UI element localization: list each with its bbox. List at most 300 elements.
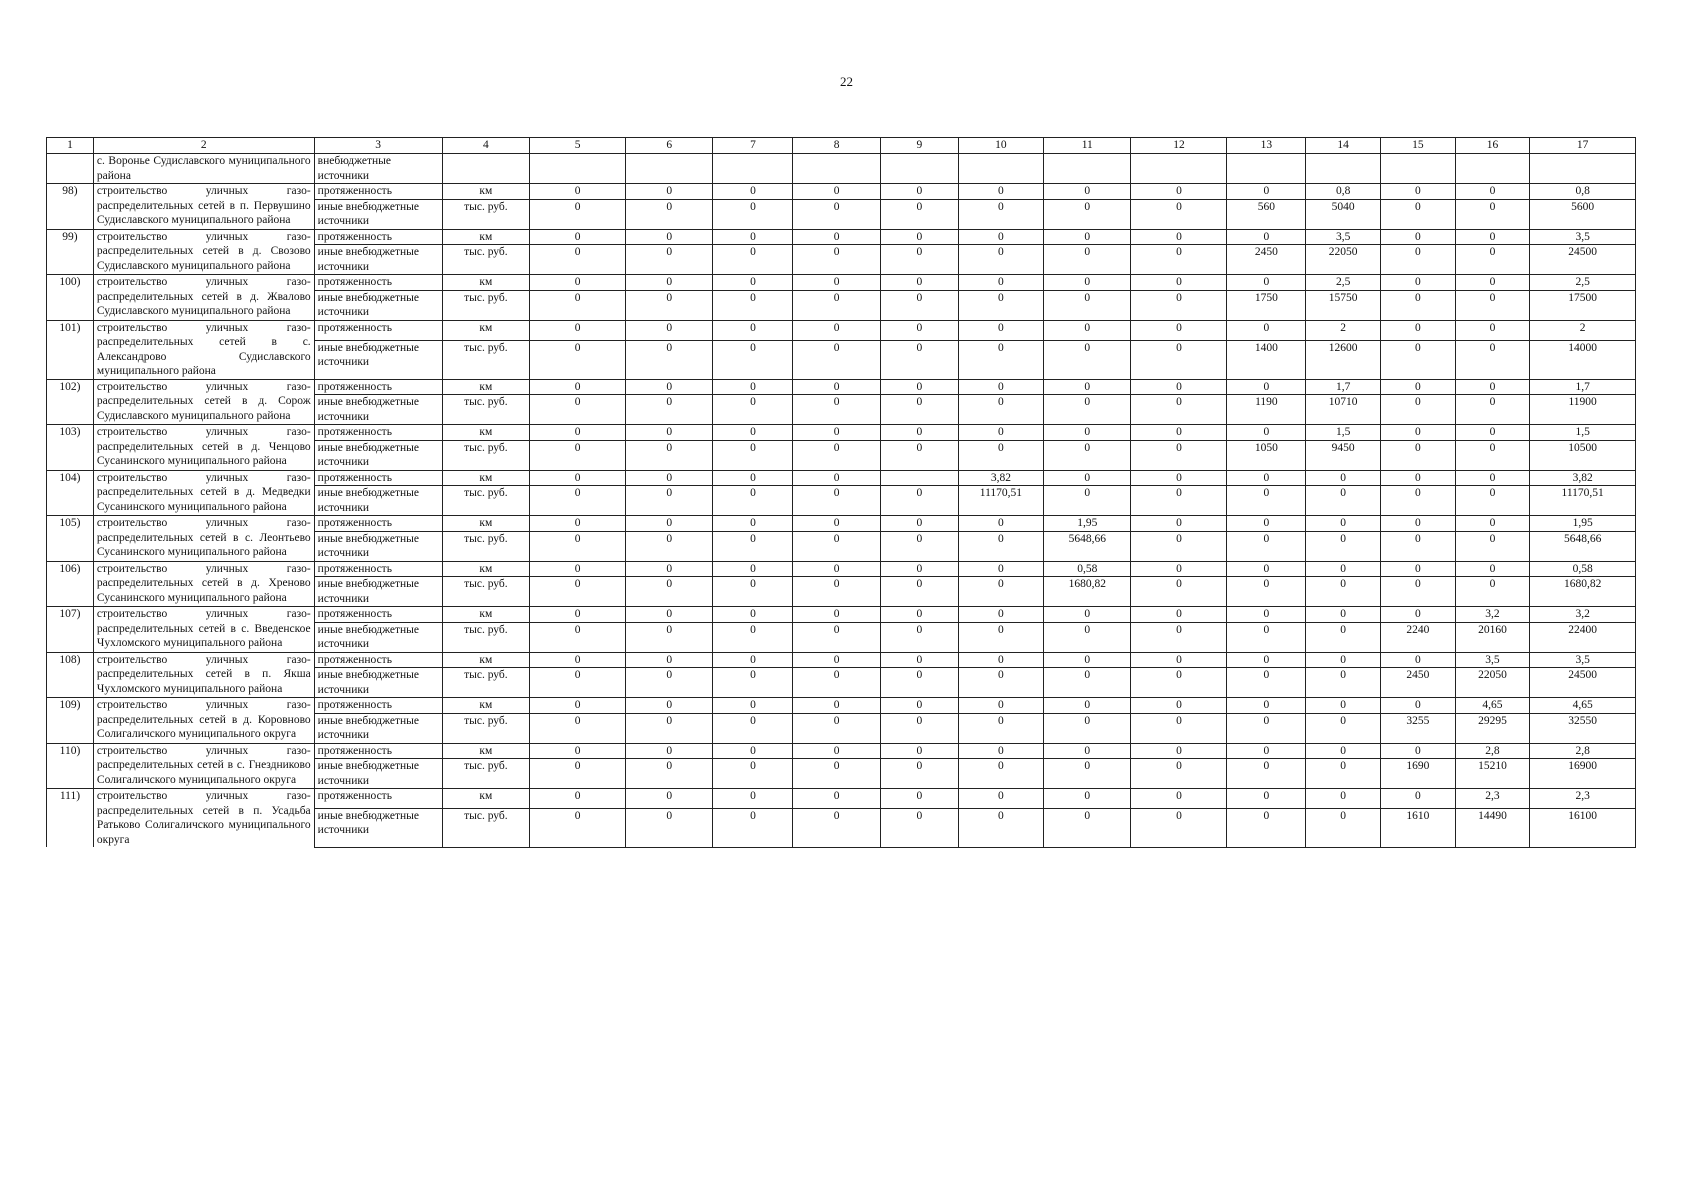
value-rub: 0	[530, 713, 626, 743]
empty-cell	[626, 154, 713, 184]
funding-source: иные внебюджетные источники	[314, 531, 442, 561]
value-rub: 0	[793, 713, 880, 743]
value-km: 0	[713, 229, 793, 245]
value-rub: 0	[880, 199, 958, 229]
value-km: 0	[958, 275, 1043, 291]
value-km: 0	[1455, 470, 1530, 486]
value-rub: 0	[958, 808, 1043, 847]
value-km: 0	[793, 743, 880, 759]
indicator-length: протяженность	[314, 320, 442, 340]
table-row	[47, 275, 1636, 291]
indicator-length: протяженность	[314, 470, 442, 486]
value-km: 0	[1044, 425, 1131, 441]
value-rub: 0	[1306, 713, 1381, 743]
value-km: 0	[958, 425, 1043, 441]
project-description: строительство уличных газо-распределительных сетей в п. Усадьба Ратьково Солигаличского муниципального округа	[93, 789, 314, 848]
value-km: 0	[1306, 698, 1381, 714]
value-rub: 5648,66	[1044, 531, 1131, 561]
funding-source: иные внебюджетные источники	[314, 340, 442, 379]
value-km: 0	[880, 698, 958, 714]
value-km: 0	[1227, 275, 1306, 291]
value-rub: 0	[958, 622, 1043, 652]
value-rub: 0	[1455, 531, 1530, 561]
unit-rub: тыс. руб.	[442, 199, 529, 229]
value-km: 0	[1227, 184, 1306, 200]
unit-rub: тыс. руб.	[442, 486, 529, 516]
value-km: 0	[713, 184, 793, 200]
value-km: 0	[1131, 561, 1227, 577]
value-km: 0	[880, 561, 958, 577]
value-rub: 10710	[1306, 395, 1381, 425]
value-km: 0	[626, 698, 713, 714]
unit-km: км	[442, 607, 529, 623]
value-rub: 0	[1131, 245, 1227, 275]
project-description: строительство уличных газо-распределительных сетей в п. Первушино Судиславского муниципального района	[93, 184, 314, 230]
value-rub: 0	[1227, 486, 1306, 516]
value-km: 1,95	[1044, 516, 1131, 532]
empty-cell	[793, 154, 880, 184]
value-rub: 0	[958, 577, 1043, 607]
value-km: 0	[880, 379, 958, 395]
total-km: 1,95	[1530, 516, 1636, 532]
value-km: 3,82	[958, 470, 1043, 486]
value-rub: 0	[1381, 486, 1456, 516]
total-rub: 14000	[1530, 340, 1636, 379]
value-km: 0	[793, 275, 880, 291]
value-km: 0	[1044, 470, 1131, 486]
value-rub: 0	[626, 531, 713, 561]
value-km: 0	[1381, 229, 1456, 245]
value-km: 0	[793, 698, 880, 714]
column-header: 14	[1306, 138, 1381, 154]
unit-km: км	[442, 379, 529, 395]
row-number: 107)	[47, 607, 94, 653]
value-rub: 20160	[1455, 622, 1530, 652]
value-km: 0	[1131, 320, 1227, 340]
value-rub: 0	[1455, 199, 1530, 229]
value-km: 0	[530, 607, 626, 623]
value-rub: 0	[1455, 245, 1530, 275]
total-km: 0,58	[1530, 561, 1636, 577]
value-rub: 0	[1455, 577, 1530, 607]
value-rub: 0	[1381, 440, 1456, 470]
value-km: 0	[793, 470, 880, 486]
value-rub: 2450	[1227, 245, 1306, 275]
value-km: 0	[793, 607, 880, 623]
value-rub: 0	[880, 245, 958, 275]
unit-rub: тыс. руб.	[442, 713, 529, 743]
value-rub: 0	[1381, 340, 1456, 379]
value-rub: 0	[1044, 759, 1131, 789]
value-rub: 0	[880, 668, 958, 698]
value-rub: 0	[1131, 808, 1227, 847]
unit-rub: тыс. руб.	[442, 395, 529, 425]
value-km: 0	[793, 789, 880, 809]
value-rub: 0	[1131, 395, 1227, 425]
value-km: 0	[626, 229, 713, 245]
value-rub: 0	[793, 245, 880, 275]
value-rub: 15210	[1455, 759, 1530, 789]
value-rub: 0	[880, 486, 958, 516]
value-km: 0	[713, 425, 793, 441]
value-rub: 0	[1227, 531, 1306, 561]
value-km: 1,5	[1306, 425, 1381, 441]
project-description: с. Воронье Судиславского муниципального района	[93, 154, 314, 184]
table-row	[47, 652, 1636, 668]
value-km: 0	[1044, 652, 1131, 668]
value-km: 0	[1381, 652, 1456, 668]
value-km: 0	[713, 275, 793, 291]
value-rub: 0	[793, 199, 880, 229]
value-km: 0	[530, 743, 626, 759]
row-number: 103)	[47, 425, 94, 471]
value-km: 0	[713, 516, 793, 532]
total-km: 1,5	[1530, 425, 1636, 441]
value-rub: 9450	[1306, 440, 1381, 470]
value-rub: 0	[626, 668, 713, 698]
investment-table	[46, 137, 1636, 848]
value-rub: 0	[530, 395, 626, 425]
value-rub: 0	[793, 340, 880, 379]
value-km: 0	[958, 229, 1043, 245]
value-rub: 0	[530, 290, 626, 320]
column-header: 16	[1455, 138, 1530, 154]
value-km: 0	[1381, 607, 1456, 623]
value-km: 0	[1455, 320, 1530, 340]
value-km: 0	[1131, 470, 1227, 486]
value-rub: 0	[793, 290, 880, 320]
value-km: 0	[1227, 229, 1306, 245]
value-km: 0	[1381, 743, 1456, 759]
value-rub: 0	[1381, 290, 1456, 320]
value-km: 0	[880, 652, 958, 668]
total-rub: 5600	[1530, 199, 1636, 229]
value-km: 0	[1306, 743, 1381, 759]
row-number: 102)	[47, 379, 94, 425]
value-rub: 0	[713, 290, 793, 320]
value-km: 0	[1381, 379, 1456, 395]
value-km: 0	[1306, 470, 1381, 486]
project-description: строительство уличных газо-распределительных сетей в д. Медведки Сусанинского муниципального района	[93, 470, 314, 516]
total-rub: 22400	[1530, 622, 1636, 652]
indicator-length: протяженность	[314, 229, 442, 245]
value-rub: 0	[1381, 395, 1456, 425]
value-km: 0	[880, 184, 958, 200]
value-rub: 0	[626, 199, 713, 229]
value-km: 0	[793, 184, 880, 200]
value-km: 0	[626, 379, 713, 395]
value-rub: 0	[958, 199, 1043, 229]
value-rub: 11170,51	[958, 486, 1043, 516]
value-rub: 3255	[1381, 713, 1456, 743]
value-km: 0	[626, 425, 713, 441]
column-header: 7	[713, 138, 793, 154]
value-rub: 0	[530, 577, 626, 607]
empty-cell	[880, 154, 958, 184]
value-rub: 1610	[1381, 808, 1456, 847]
indicator-length: протяженность	[314, 184, 442, 200]
empty-cell	[1455, 154, 1530, 184]
value-rub: 0	[713, 245, 793, 275]
indicator-length: протяженность	[314, 652, 442, 668]
project-description: строительство уличных газо-распределительных сетей в с. Гнездниково Солигаличского муниципального округа	[93, 743, 314, 789]
value-rub: 0	[713, 531, 793, 561]
value-rub: 0	[530, 622, 626, 652]
unit-rub: тыс. руб.	[442, 808, 529, 847]
value-rub: 0	[1131, 531, 1227, 561]
value-km: 0	[713, 789, 793, 809]
value-rub: 0	[1227, 668, 1306, 698]
empty-cell	[1044, 154, 1131, 184]
table-row	[47, 561, 1636, 577]
total-km: 2	[1530, 320, 1636, 340]
funding-source: иные внебюджетные источники	[314, 713, 442, 743]
value-rub: 0	[626, 395, 713, 425]
value-km: 0	[713, 652, 793, 668]
value-km: 3,5	[1306, 229, 1381, 245]
value-km: 0	[793, 652, 880, 668]
funding-source: иные внебюджетные источники	[314, 622, 442, 652]
value-km: 0	[1044, 789, 1131, 809]
value-rub: 0	[1131, 759, 1227, 789]
value-rub: 0	[1455, 486, 1530, 516]
value-km: 0	[1227, 561, 1306, 577]
row-number: 111)	[47, 789, 94, 848]
empty-cell	[530, 154, 626, 184]
unit-km: км	[442, 320, 529, 340]
column-header: 10	[958, 138, 1043, 154]
value-rub: 0	[1381, 531, 1456, 561]
unit-km: км	[442, 789, 529, 809]
column-header: 3	[314, 138, 442, 154]
value-km: 0	[1227, 320, 1306, 340]
value-rub: 0	[713, 486, 793, 516]
value-rub: 0	[530, 199, 626, 229]
value-rub: 0	[530, 668, 626, 698]
project-description: строительство уличных газо-распределительных сетей в с. Леонтьево Сусанинского муниципального района	[93, 516, 314, 562]
value-rub: 0	[880, 340, 958, 379]
value-rub: 0	[713, 808, 793, 847]
unit-rub: тыс. руб.	[442, 759, 529, 789]
value-km: 0	[1227, 470, 1306, 486]
value-km: 0	[1044, 698, 1131, 714]
value-rub: 0	[626, 713, 713, 743]
value-rub: 0	[1044, 668, 1131, 698]
value-rub: 0	[1455, 290, 1530, 320]
value-km: 0	[1306, 607, 1381, 623]
funding-source: иные внебюджетные источники	[314, 577, 442, 607]
value-rub: 0	[1227, 808, 1306, 847]
value-rub: 0	[958, 440, 1043, 470]
indicator-length: протяженность	[314, 275, 442, 291]
value-rub: 0	[1227, 713, 1306, 743]
value-km: 2,3	[1455, 789, 1530, 809]
total-km: 3,5	[1530, 652, 1636, 668]
value-rub: 0	[713, 440, 793, 470]
empty-cell	[442, 154, 529, 184]
value-rub: 0	[958, 290, 1043, 320]
unit-km: км	[442, 652, 529, 668]
value-km: 0	[713, 698, 793, 714]
value-km: 3,5	[1455, 652, 1530, 668]
value-km	[880, 470, 958, 486]
value-km: 0	[626, 652, 713, 668]
value-rub: 0	[793, 759, 880, 789]
empty-cell	[1306, 154, 1381, 184]
value-rub: 2240	[1381, 622, 1456, 652]
value-rub: 0	[713, 713, 793, 743]
value-rub: 0	[793, 622, 880, 652]
table-row	[47, 229, 1636, 245]
value-rub: 0	[1044, 440, 1131, 470]
total-km: 3,82	[1530, 470, 1636, 486]
value-rub: 0	[1131, 622, 1227, 652]
value-rub: 0	[1131, 713, 1227, 743]
value-rub: 0	[530, 531, 626, 561]
value-km: 0	[1044, 275, 1131, 291]
row-number: 99)	[47, 229, 94, 275]
row-number	[47, 154, 94, 184]
value-km: 0	[958, 320, 1043, 340]
value-rub: 0	[1044, 340, 1131, 379]
value-rub: 0	[713, 577, 793, 607]
funding-source: иные внебюджетные источники	[314, 290, 442, 320]
value-rub: 5040	[1306, 199, 1381, 229]
table-row	[47, 470, 1636, 486]
value-rub: 0	[1131, 199, 1227, 229]
value-km: 0	[530, 184, 626, 200]
value-km: 0	[1227, 789, 1306, 809]
unit-rub: тыс. руб.	[442, 577, 529, 607]
value-rub: 0	[958, 531, 1043, 561]
unit-km: км	[442, 516, 529, 532]
value-km: 0	[793, 425, 880, 441]
value-km: 0	[1455, 184, 1530, 200]
value-rub: 0	[713, 668, 793, 698]
total-km: 1,7	[1530, 379, 1636, 395]
value-km: 0	[713, 379, 793, 395]
total-rub: 17500	[1530, 290, 1636, 320]
value-km: 0	[958, 743, 1043, 759]
value-km: 0	[530, 379, 626, 395]
value-rub: 0	[626, 290, 713, 320]
row-number: 104)	[47, 470, 94, 516]
value-km: 0	[1227, 607, 1306, 623]
unit-rub: тыс. руб.	[442, 290, 529, 320]
value-rub: 0	[793, 395, 880, 425]
table-row	[47, 698, 1636, 714]
value-km: 1,7	[1306, 379, 1381, 395]
value-rub: 0	[626, 245, 713, 275]
value-km: 0	[1455, 275, 1530, 291]
value-km: 0	[1227, 516, 1306, 532]
value-rub: 0	[1227, 577, 1306, 607]
value-km: 0	[1455, 516, 1530, 532]
value-rub: 0	[958, 668, 1043, 698]
value-rub: 0	[1455, 395, 1530, 425]
value-rub: 0	[530, 759, 626, 789]
value-km: 0	[880, 320, 958, 340]
indicator-length: протяженность	[314, 561, 442, 577]
funding-source: иные внебюджетные источники	[314, 245, 442, 275]
value-km: 0	[1381, 470, 1456, 486]
value-km: 0,8	[1306, 184, 1381, 200]
value-km: 0,58	[1044, 561, 1131, 577]
value-rub: 12600	[1306, 340, 1381, 379]
value-rub: 0	[530, 808, 626, 847]
value-rub: 0	[1044, 808, 1131, 847]
value-km: 0	[958, 561, 1043, 577]
value-rub: 0	[1044, 245, 1131, 275]
value-km: 0	[880, 425, 958, 441]
value-rub: 0	[1306, 668, 1381, 698]
value-rub: 560	[1227, 199, 1306, 229]
value-rub: 0	[1306, 486, 1381, 516]
empty-cell	[1381, 154, 1456, 184]
value-rub: 1050	[1227, 440, 1306, 470]
value-km: 0	[1455, 229, 1530, 245]
value-km: 0	[1381, 516, 1456, 532]
value-rub: 1690	[1381, 759, 1456, 789]
value-rub: 0	[1044, 290, 1131, 320]
indicator-length: протяженность	[314, 607, 442, 623]
column-header: 15	[1381, 138, 1456, 154]
unit-km: км	[442, 743, 529, 759]
value-km: 0	[958, 516, 1043, 532]
value-km: 0	[1381, 184, 1456, 200]
table-row	[47, 516, 1636, 532]
table-row	[47, 789, 1636, 809]
value-rub: 0	[1131, 340, 1227, 379]
table-row	[47, 425, 1636, 441]
value-rub: 0	[626, 759, 713, 789]
value-rub: 0	[880, 808, 958, 847]
value-rub: 0	[1306, 759, 1381, 789]
value-rub: 0	[793, 577, 880, 607]
value-rub: 15750	[1306, 290, 1381, 320]
value-rub: 0	[626, 340, 713, 379]
value-rub: 0	[880, 531, 958, 561]
value-rub: 0	[958, 340, 1043, 379]
value-km: 0	[793, 561, 880, 577]
value-rub: 0	[958, 395, 1043, 425]
value-km: 0	[713, 607, 793, 623]
value-rub: 22050	[1306, 245, 1381, 275]
continuation-row	[47, 154, 1636, 184]
column-header: 6	[626, 138, 713, 154]
column-header: 13	[1227, 138, 1306, 154]
value-rub: 0	[713, 199, 793, 229]
column-header: 2	[93, 138, 314, 154]
value-rub: 22050	[1455, 668, 1530, 698]
column-header: 11	[1044, 138, 1131, 154]
value-km: 0	[880, 789, 958, 809]
project-description: строительство уличных газо-распределительных сетей в д. Свозово Судиславского муниципального района	[93, 229, 314, 275]
value-rub: 0	[626, 622, 713, 652]
unit-km: км	[442, 229, 529, 245]
value-rub: 0	[1381, 245, 1456, 275]
value-rub: 0	[713, 340, 793, 379]
unit-rub: тыс. руб.	[442, 668, 529, 698]
table-row	[47, 184, 1636, 200]
value-km: 0	[1227, 425, 1306, 441]
value-km: 0	[530, 652, 626, 668]
value-rub: 0	[626, 808, 713, 847]
value-km: 0	[1227, 379, 1306, 395]
value-km: 0	[1381, 425, 1456, 441]
value-km: 0	[626, 743, 713, 759]
value-km: 0	[1131, 275, 1227, 291]
